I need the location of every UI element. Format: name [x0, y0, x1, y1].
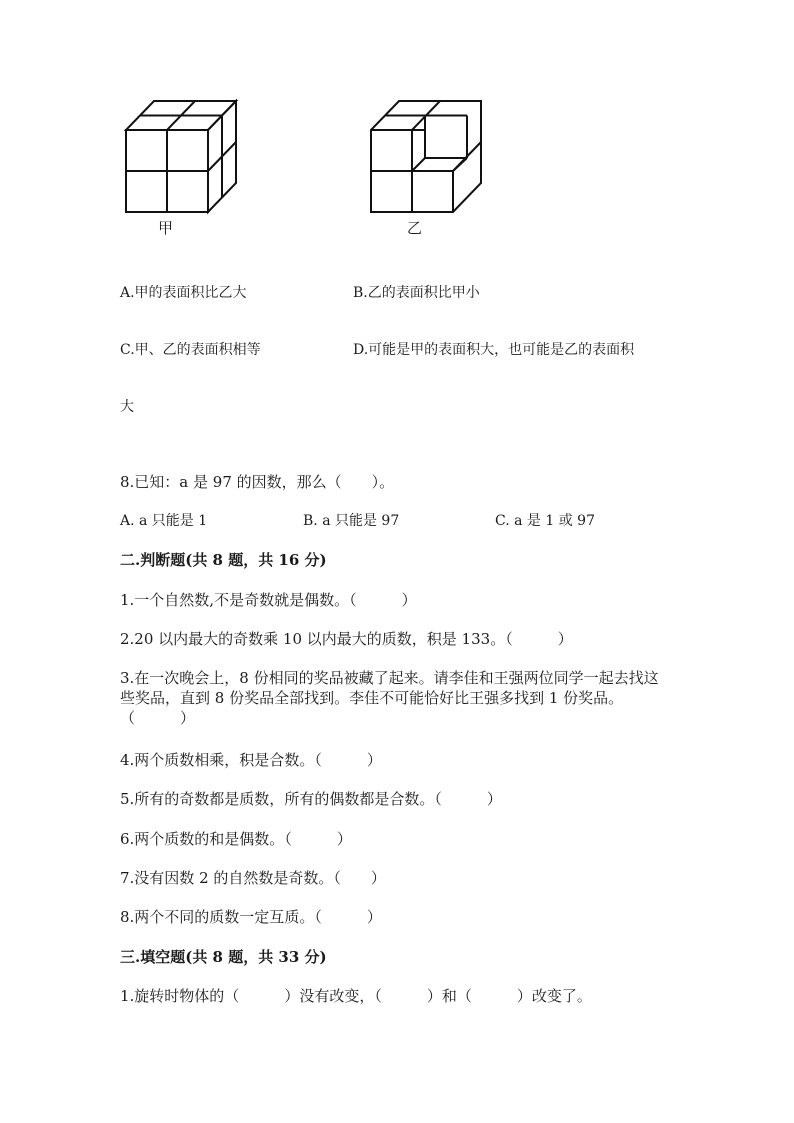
q7-option-c[interactable]: C.甲、乙的表面积相等: [120, 342, 261, 358]
judgement-item-6: 6.两个质数的和是偶数。（ ）: [120, 830, 352, 848]
q8-option-a[interactable]: A. a 只能是 1: [120, 513, 208, 529]
q7-option-d-continued: 大: [120, 399, 134, 415]
figure-label-yi: 乙: [407, 219, 423, 237]
q8-option-b[interactable]: B. a 只能是 97: [303, 513, 400, 529]
fill-item-1: 1.旋转时物体的（ ）没有改变，（ ）和（ ）改变了。: [120, 987, 592, 1005]
judgement-item-4: 4.两个质数相乘，积是合数。（ ）: [120, 751, 382, 769]
section-3-title: 三.填空题(共 8 题，共 33 分): [120, 948, 327, 966]
q7-option-d[interactable]: D.可能是甲的表面积大，也可能是乙的表面积: [353, 342, 635, 358]
judgement-item-3: 3.在一次晚会上，8 份相同的奖品被藏了起来。请李佳和王强两位同学一起去找这些奖品，直到 8 份奖品全部找到。李佳不可能恰好比王强多找到 1 份奖品。（ ）: [120, 669, 659, 727]
figure-label-jia: 甲: [158, 219, 174, 237]
judgement-item-8: 8.两个不同的质数一定互质。（ ）: [120, 908, 382, 926]
q8-option-c[interactable]: C. a 是 1 或 97: [495, 513, 595, 529]
judgement-item-2: 2.20 以内最大的奇数乘 10 以内最大的质数，积是 133。（ ）: [120, 630, 573, 648]
q8-stem: 8.已知：a 是 97 的因数，那么（ ）。: [120, 473, 395, 491]
q7-option-b[interactable]: B.乙的表面积比甲小: [353, 285, 480, 301]
cube-figure-yi: [0, 0, 794, 260]
section-2-title: 二.判断题(共 8 题，共 16 分): [120, 551, 327, 569]
judgement-item-1: 1.一个自然数,不是奇数就是偶数。（ ）: [120, 591, 417, 609]
judgement-item-5: 5.所有的奇数都是质数，所有的偶数都是合数。（ ）: [120, 790, 502, 808]
judgement-item-7: 7.没有因数 2 的自然数是奇数。（ ）: [120, 869, 386, 887]
q7-option-a[interactable]: A.甲的表面积比乙大: [120, 285, 247, 301]
